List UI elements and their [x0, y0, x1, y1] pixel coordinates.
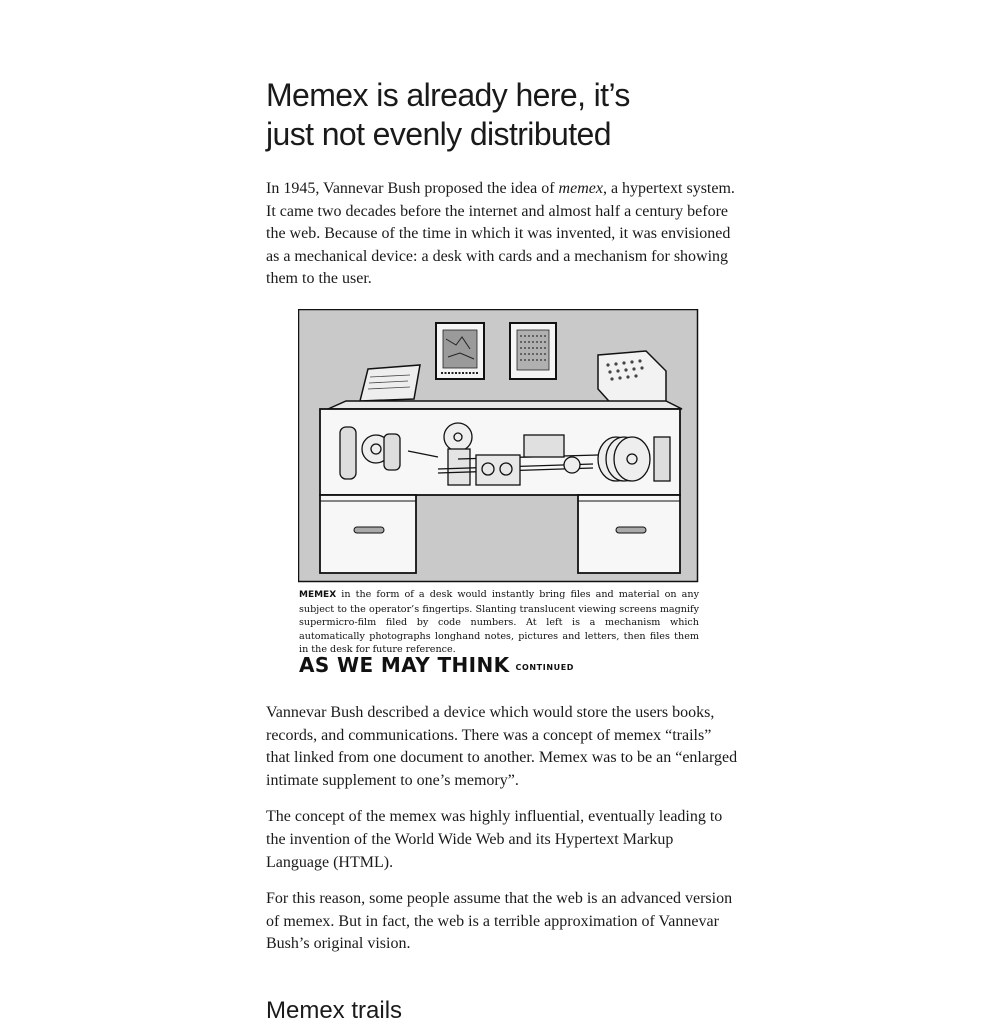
influence-paragraph: The concept of the memex was highly influential, eventually leading to the invention of the World Wide Web and its Hypertext Markup Language (HTML). — [266, 808, 723, 871]
headline-text: AS WE MAY THINK — [299, 652, 510, 677]
figure-headline — [299, 653, 574, 677]
article — [266, 76, 738, 1026]
section-heading: Memex trails — [266, 996, 403, 1024]
drawer-handle-right — [616, 527, 646, 533]
memex-illustration — [298, 309, 718, 689]
headline-continued: CONTINUED — [515, 662, 575, 672]
web-paragraph: For this reason, some people assume that the web is an advanced version of memex. But in fact, the web is a terrible approximation of Vannevar Bush’s original vision. — [266, 890, 733, 953]
figure-caption — [299, 588, 699, 657]
intro-paragraph — [266, 178, 738, 291]
viewing-screen-right — [510, 323, 556, 379]
caption-text: in the form of a desk would instantly bring files and material on any subject to the operator’s fingertips. Slanting translucent viewing screens magnify supermicro-film filed by code numbers. At left is a mechanism which automatically photographs longhand notes, pictures and letters, then files them in the desk for future reference. — [299, 588, 699, 656]
memex-emphasis: memex — [558, 180, 603, 197]
memex-desk-drawing — [298, 309, 718, 589]
viewing-screen-left — [436, 323, 484, 379]
device-paragraph: Vannevar Bush described a device which would store the users books, records, and communications. There was a concept of memex “trails” that linked from one document to another. Memex was to be an “enlarged intimate supplement to one’s memory”. — [266, 703, 738, 789]
intro-text-before: In 1945, Vannevar Bush proposed the idea of — [266, 180, 559, 197]
caption-lead: MEMEX — [299, 589, 337, 600]
drawer-handle-left — [354, 527, 384, 533]
article-title: Memex is already here, it’s just not evenly distributed — [266, 77, 630, 152]
intro-text-after: , a hypertext system. It came two decades before the internet and almost half a century before the web. Because of the time in which it was invented, it was envisioned as a mechanical device: a desk with cards and a mechanism for showing them to the user. — [266, 180, 735, 288]
photo-plate — [360, 365, 420, 401]
